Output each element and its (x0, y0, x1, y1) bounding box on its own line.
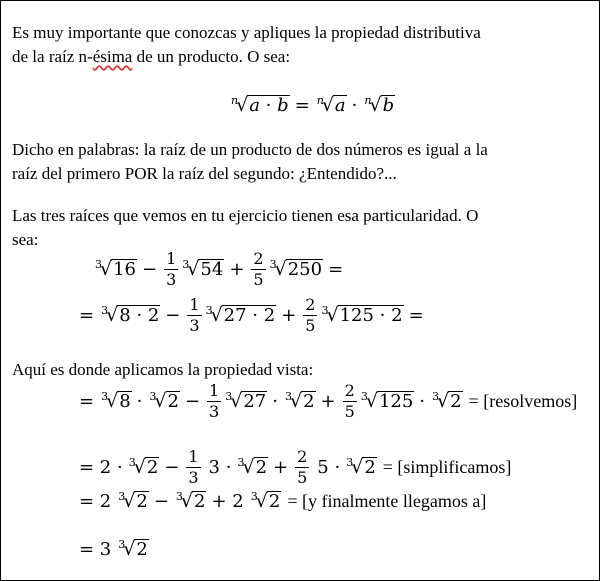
dot-operator: · (351, 94, 358, 116)
radical-index: 3 (118, 538, 126, 551)
radicand: a · b (249, 95, 289, 116)
equals-sign: = (79, 390, 95, 412)
radical: 3 √ 2 (346, 456, 376, 478)
radical-index: 3 (284, 390, 292, 403)
text-run: de la raíz n- (12, 47, 93, 66)
radical-index: 3 (432, 390, 440, 403)
paragraph-4-line-1: Aquí es donde aplicamos la propiedad vista: (12, 360, 314, 379)
radical-index: 3 (118, 490, 126, 503)
radical: 3 √ 27 (225, 390, 267, 412)
radicand: 2 (167, 391, 179, 412)
radical-index: 3 (237, 456, 245, 469)
numerator: 2 (297, 446, 308, 466)
paragraph-3-line-2: sea: (12, 230, 39, 249)
radical-lhs: n √ a · b (231, 94, 289, 116)
plus-sign: + (320, 390, 336, 412)
radical-index: 3 (321, 304, 329, 317)
plus-sign: + (281, 304, 297, 326)
denominator: 5 (297, 467, 308, 487)
paragraph-1-line-1: Es muy importante que conozcas y apliques la propiedad distributiva (12, 23, 481, 42)
dot-operator: · (136, 390, 143, 412)
numerator: 2 (344, 380, 355, 400)
paragraph-2-line-1: Dicho en palabras: la raíz de un producto de dos números es igual a la (12, 140, 488, 159)
paragraph-2-line-2: raíz del primero POR la raíz del segundo: ¿Entendido?... (12, 164, 397, 183)
dot-operator: · (419, 390, 426, 412)
misspelled-word: ésima (92, 47, 133, 66)
annotation-resolvemos: = [resolvemos] (468, 390, 578, 411)
radicand: 2 (268, 491, 281, 512)
radicand: 54 (200, 259, 224, 280)
radical: 3 √ 8 · 2 (101, 304, 160, 326)
denominator: 3 (209, 401, 220, 421)
radicand: 8 · 2 (119, 305, 160, 326)
equation-step-3 (79, 379, 577, 423)
equals-sign: = (79, 304, 95, 326)
denominator: 3 (166, 269, 177, 289)
radical: 3 √ 2 (118, 538, 148, 560)
radical-index: 3 (269, 258, 277, 271)
minus-sign: − (153, 490, 169, 512)
coefficient: 3 · (208, 456, 232, 478)
radical-index: 3 (175, 490, 183, 503)
dot-operator: · (272, 390, 278, 412)
denominator: 5 (253, 269, 264, 289)
radical: 3 √ 8 (101, 390, 131, 412)
minus-sign: − (165, 304, 181, 326)
radicand: a (334, 95, 346, 116)
minus-sign: − (184, 390, 201, 412)
plus-term: + 2 (211, 490, 244, 512)
fraction (251, 250, 265, 289)
equation-step-5 (79, 479, 486, 523)
annotation-simplificamos: = [simplificamos] (382, 456, 512, 477)
numerator: 2 (305, 294, 316, 314)
radical: 3 √ 2 (237, 456, 268, 478)
numerator: 1 (209, 380, 220, 400)
radical: 3 √ 125 · 2 (321, 304, 403, 326)
denominator: 5 (344, 401, 355, 421)
radical: 3 √ 2 (284, 390, 315, 412)
radicand: 2 (136, 539, 148, 560)
radicand: b (382, 95, 395, 116)
lead-term: = 2 · (79, 456, 123, 478)
text-run: de un producto. O sea: (132, 47, 291, 66)
radical-index: 3 (225, 390, 233, 403)
radicand: 2 (136, 491, 148, 512)
radicand: 125 (378, 391, 414, 412)
radical: 3 √ 250 (269, 258, 323, 280)
annotation-finalmente: = [y finalmente llegamos a] (287, 490, 487, 511)
radical-a: n √ a (316, 94, 346, 116)
radicand: 250 (287, 259, 323, 280)
denominator: 5 (305, 315, 316, 335)
radical: 3 √ 2 (432, 390, 462, 412)
paragraph-1-line-2 (12, 45, 290, 69)
radical-index: 3 (95, 258, 102, 271)
numerator: 1 (188, 446, 199, 466)
distributive-formula (229, 83, 395, 127)
denominator: 3 (189, 315, 200, 335)
numerator: 2 (253, 248, 264, 268)
radicand: 16 (113, 259, 137, 280)
fraction (207, 382, 221, 421)
radicand: 2 (450, 391, 462, 412)
radicand: 125 · 2 (339, 305, 403, 326)
lead-term: = 2 (79, 490, 112, 512)
equals-sign: = (294, 94, 310, 116)
radicand: 27 (243, 391, 267, 412)
radical: 3 √ 16 (95, 258, 137, 280)
fraction (164, 250, 178, 289)
equation-step-6 (79, 527, 149, 571)
radical-b: n √ b (364, 94, 395, 116)
plus-sign: + (229, 258, 245, 280)
radical-index: n (364, 94, 372, 107)
radical-index: 3 (360, 390, 368, 403)
minus-sign: − (142, 258, 158, 280)
radical: 3 √ 2 (149, 390, 179, 412)
radicand: 2 (255, 457, 268, 478)
radicand: 2 (194, 491, 206, 512)
radical: 3 √ 2 (118, 490, 148, 512)
radical-index: 3 (149, 390, 157, 403)
radical-index: 3 (101, 304, 109, 317)
denominator: 3 (188, 467, 199, 487)
equals-sign: = (408, 304, 424, 326)
radical-index: 3 (101, 390, 109, 403)
numerator: 1 (166, 248, 177, 268)
fraction (187, 296, 201, 335)
radical: 3 √ 2 (175, 490, 206, 512)
radicand: 2 (303, 391, 315, 412)
radical: 3 √ 2 (128, 456, 159, 478)
radical: 3 √ 54 (182, 258, 224, 280)
radical: 3 √ 125 (360, 390, 414, 412)
fraction (303, 296, 317, 335)
radical-index: n (231, 94, 239, 107)
radical-index: n (316, 94, 324, 107)
radicand: 8 (119, 391, 131, 412)
equation-step-1 (93, 247, 348, 291)
radical: 3 √ 2 (250, 490, 281, 512)
minus-sign: − (164, 456, 180, 478)
radicand: 2 (146, 457, 159, 478)
fraction (343, 382, 357, 421)
plus-sign: + (273, 456, 289, 478)
equals-sign: = (328, 258, 344, 280)
radical: 3 √ 27 · 2 (205, 304, 276, 326)
radical-index: 3 (205, 304, 213, 317)
radical-index: 3 (182, 258, 190, 271)
equation-step-2 (79, 293, 429, 337)
lead-term: = 3 (79, 538, 112, 560)
radical-index: 3 (128, 456, 136, 469)
paragraph-3-line-1: Las tres raíces que vemos en tu ejercicio tienen esa particularidad. O (12, 206, 479, 225)
radical-index: 3 (346, 456, 354, 469)
radical-index: 3 (250, 490, 258, 503)
numerator: 1 (189, 294, 200, 314)
coefficient: 5 · (317, 456, 341, 478)
radicand: 27 · 2 (223, 305, 276, 326)
radicand: 2 (364, 457, 376, 478)
